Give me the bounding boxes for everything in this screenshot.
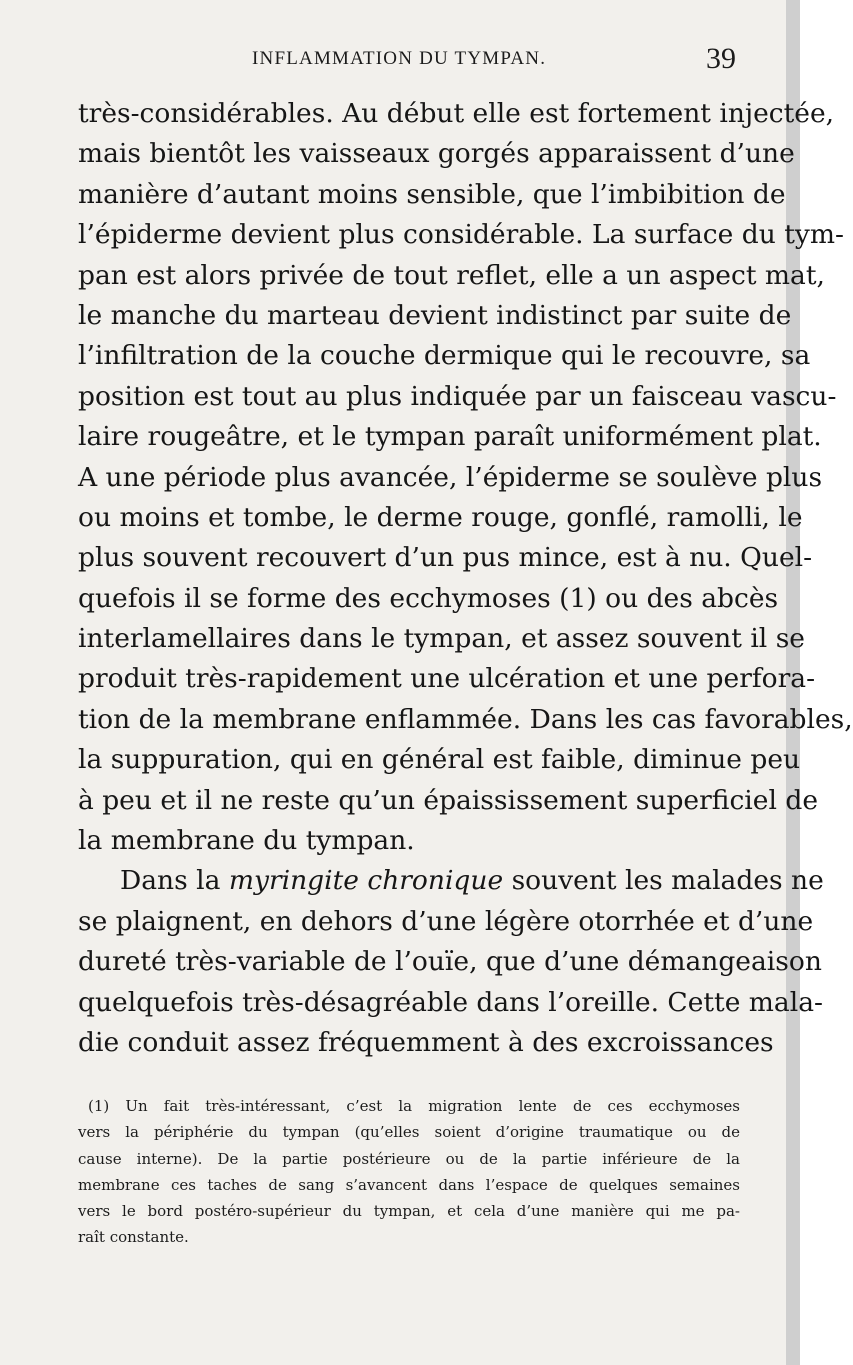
text-line: l’épiderme devient plus considérable. La surface du tym- <box>78 219 844 251</box>
text-line: quelquefois très-désagréable dans l’oreille. Cette mala- <box>78 986 823 1018</box>
footnote <box>78 1093 740 1251</box>
text-line: se plaignent, en dehors d’une légère otorrhée et d’une <box>78 905 814 937</box>
text-line: pan est alors privée de tout reflet, elle a un aspect mat, <box>78 259 825 291</box>
footnote-line: membrane ces taches de sang s’avancent dans l’espace de quelques semaines <box>78 1175 740 1194</box>
text-line: position est tout au plus indiquée par un faisceau vascu- <box>78 380 837 412</box>
text-line: la suppuration, qui en général est faible, diminue peu <box>78 744 801 776</box>
paragraph-opening-line <box>78 861 824 901</box>
text-line: manière d’autant moins sensible, que l’imbibition de <box>78 178 786 210</box>
page-number: 39 <box>706 42 736 75</box>
footnote-line: vers la périphérie du tympan (qu’elles soient d’origine traumatique ou de <box>78 1123 740 1142</box>
text-line: die conduit assez fréquemment à des excroissances <box>78 1026 774 1058</box>
running-header <box>0 42 786 82</box>
text-line: à peu et il ne reste qu’un épaississement superficiel de <box>78 784 819 816</box>
paragraph-lead-rest: souvent les malades ne <box>503 865 824 897</box>
text-line: interlamellaires dans le tympan, et assez souvent il se <box>78 623 805 655</box>
footnote-line: (1) Un fait très-intéressant, c’est la migration lente de ces ecchymoses <box>88 1097 740 1115</box>
footnote-line: cause interne). De la partie postérieure ou de la partie inférieure de la <box>78 1149 740 1168</box>
running-title: INFLAMMATION DU TYMPAN. <box>252 48 547 69</box>
text-line: très-considérables. Au début elle est fortement injectée, <box>78 98 835 129</box>
text-line: tion de la membrane enflammée. Dans les cas favorables, <box>78 703 853 735</box>
text-line: mais bientôt les vaisseaux gorgés apparaissent d’une <box>78 138 795 170</box>
footnote-line: vers le bord postéro-supérieur du tympan, et cela d’une manière qui me pa- <box>78 1202 740 1221</box>
text-line: A une période plus avancée, l’épiderme se soulève plus <box>78 461 823 493</box>
footnote-line: raît constante. <box>78 1228 189 1247</box>
text-line: le manche du marteau devient indistinct par suite de <box>78 299 792 331</box>
text-line: plus souvent recouvert d’un pus mince, est à nu. Quel- <box>78 542 813 574</box>
text-line: produit très-rapidement une ulcération et une perfora- <box>78 663 816 695</box>
paragraph-lead: Dans la <box>120 865 229 897</box>
text-line: dureté très-variable de l’ouïe, que d’une démangeaison <box>78 946 822 978</box>
text-line: la membrane du tympan. <box>78 825 415 857</box>
emphasis-term: myringite chronique <box>228 865 504 897</box>
text-line: ou moins et tombe, le derme rouge, gonflé, ramolli, le <box>78 501 803 533</box>
text-line: quefois il se forme des ecchymoses (1) ou des abcès <box>78 582 779 614</box>
text-line: laire rougeâtre, et le tympan paraît uniformément plat. <box>78 421 822 453</box>
text-line: l’infiltration de la couche dermique qui le recouvre, sa <box>78 340 811 372</box>
main-text <box>78 94 853 1063</box>
